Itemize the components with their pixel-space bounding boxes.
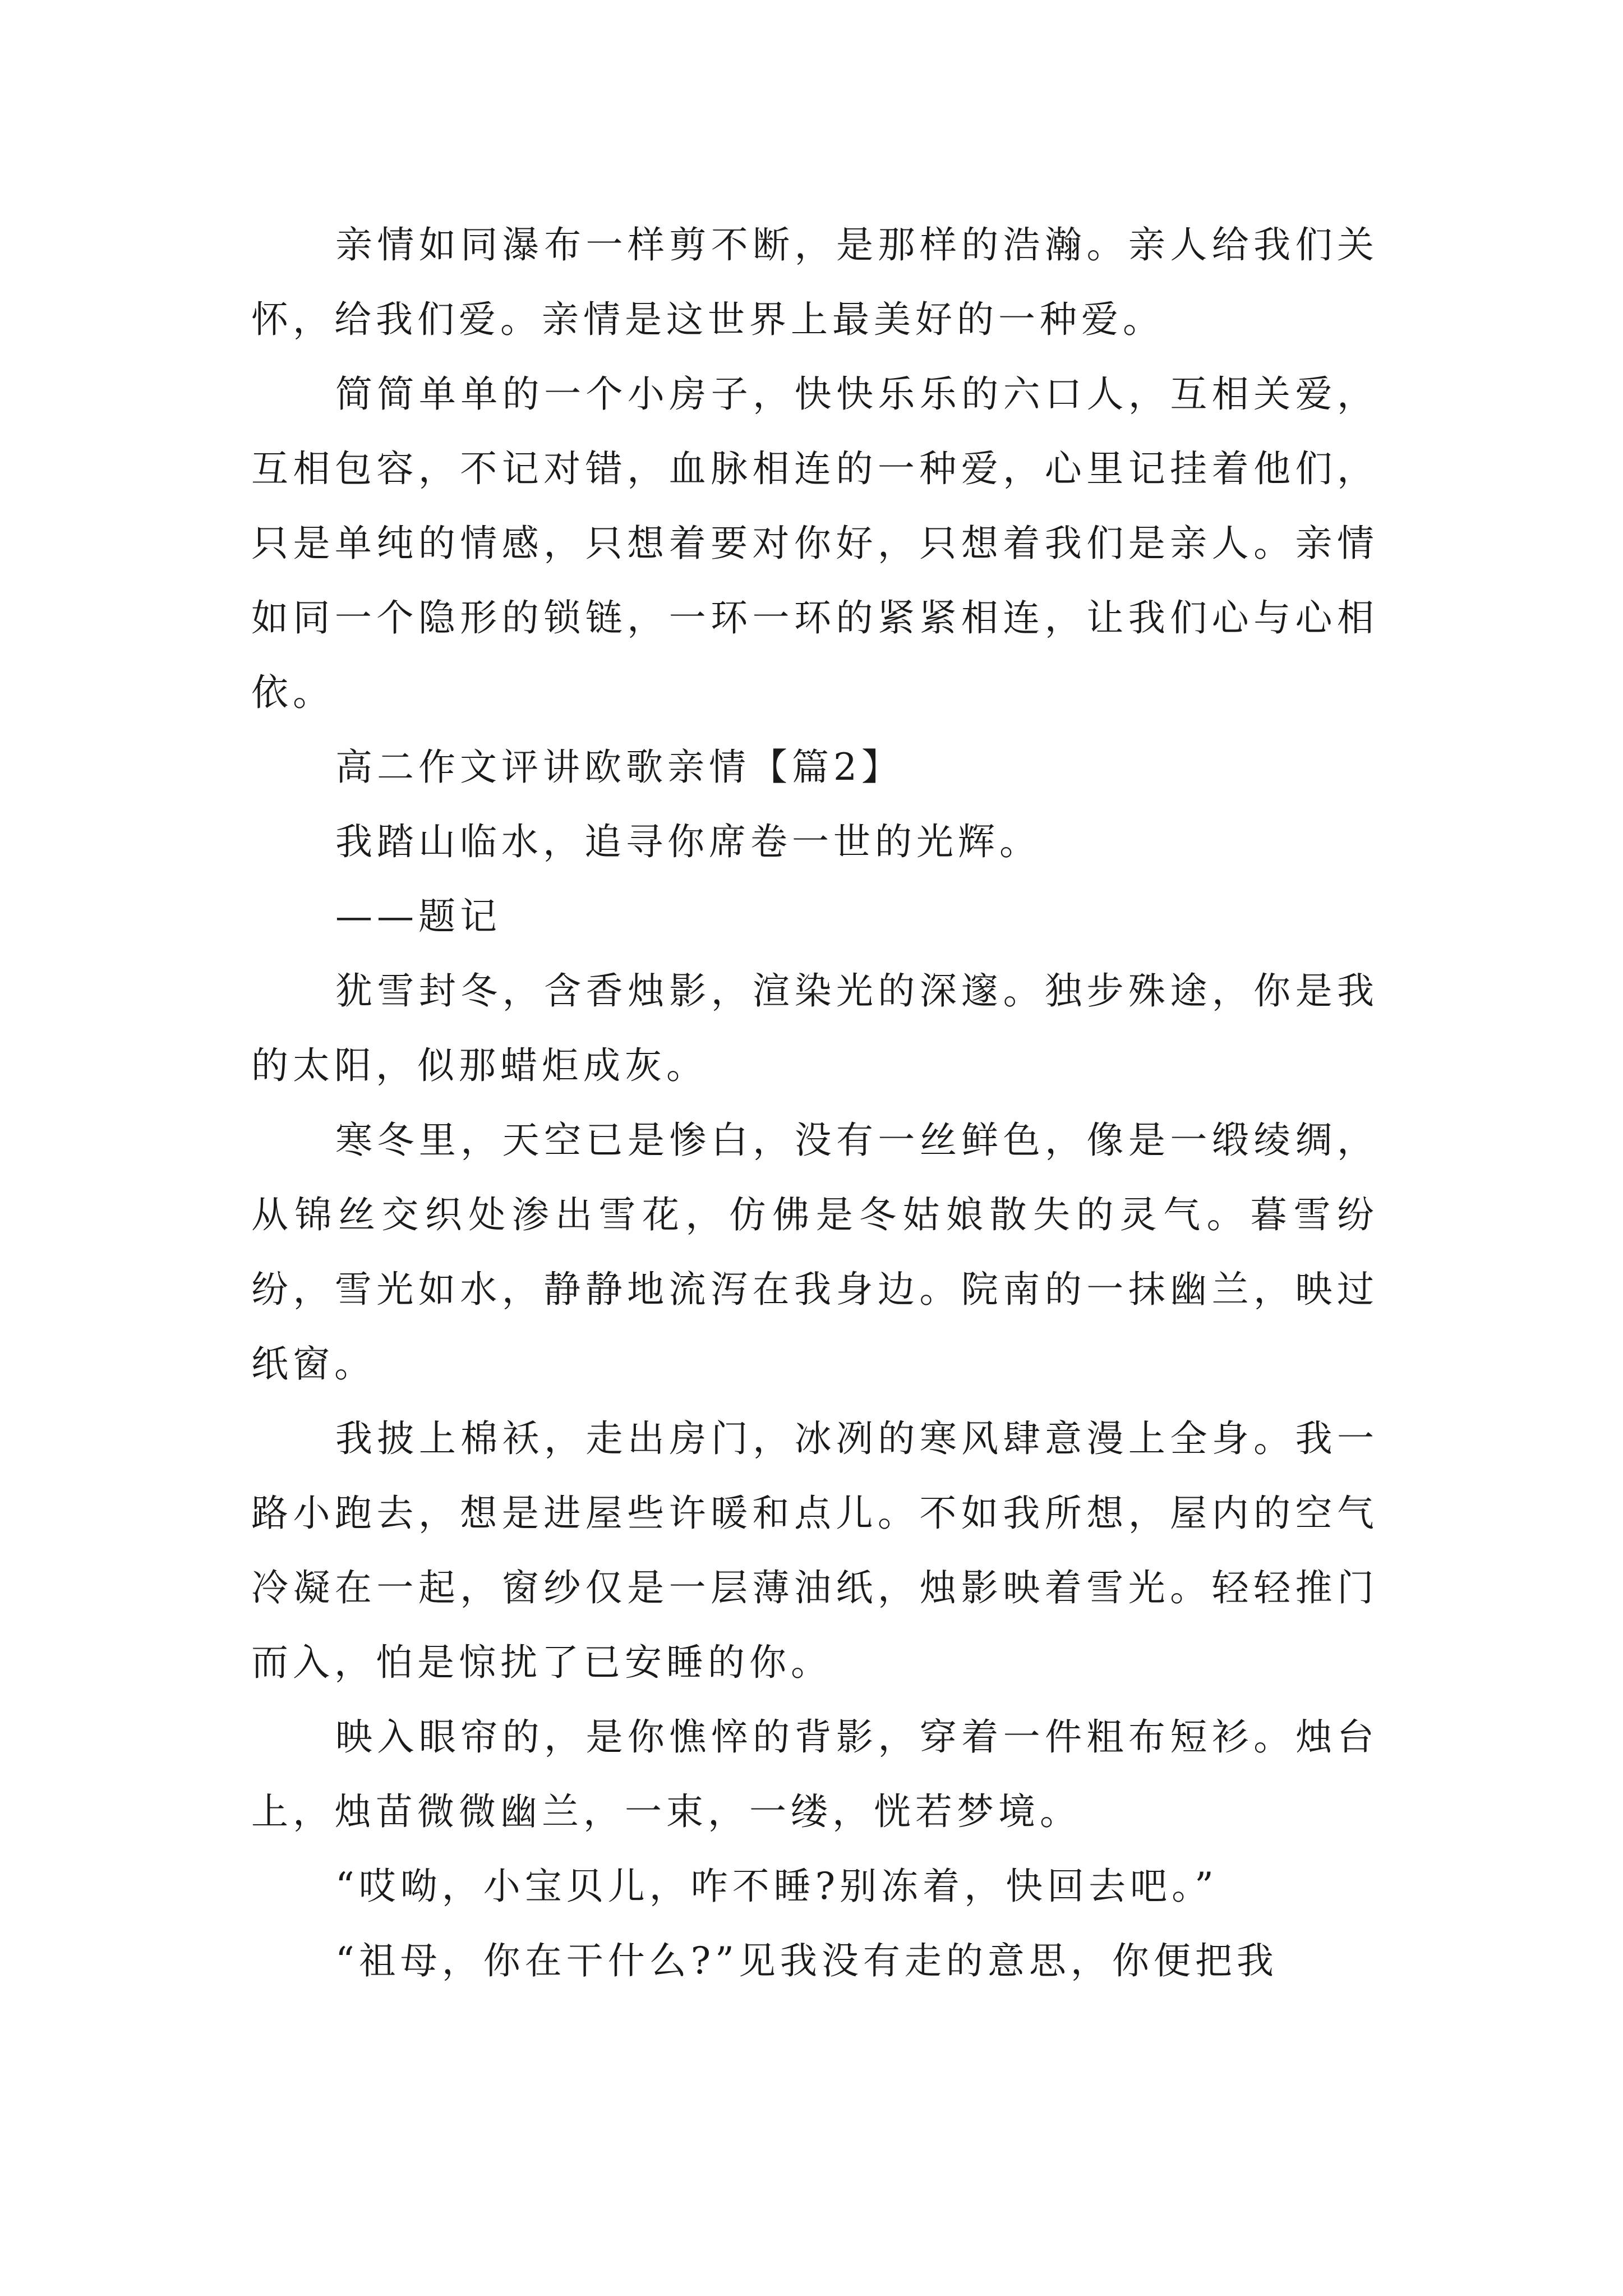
essay-heading: 高二作文评讲欧歌亲情【篇2】 [335, 746, 903, 789]
dialogue-child: “祖母，你在干什么?”见我没有走的意思，你便把我 [335, 1939, 1278, 1982]
epigraph-attribution: ——题记 [335, 895, 501, 938]
dialogue-grandmother: “哎呦，小宝贝儿，咋不睡?别冻着，快回去吧。” [335, 1865, 1218, 1908]
paragraph-cotton-coat: 我披上棉袄，走出房门，冰冽的寒风肆意漫上全身。我一路小跑去，想是进屋些许暖和点儿。不如我所想，屋内的空气冷凝在一起，窗纱仅是一层薄油纸，烛影映着雪光。轻轻推门而入，怕是惊扰了已安睡的你。 [251, 1417, 1378, 1684]
paragraph-haggard-back: 映入眼帘的，是你憔悴的背影，穿着一件粗布短衫。烛台上，烛苗微微幽兰，一束，一缕，恍若梦境。 [251, 1715, 1378, 1833]
paragraph-family-love-waterfall: 亲情如同瀑布一样剪不断，是那样的浩瀚。亲人给我们关怀，给我们爱。亲情是这世界上最美好的一种爱。 [251, 223, 1378, 341]
paragraph-small-house: 简简单单的一个小房子，快快乐乐的六口人，互相关爱，互相包容，不记对错，血脉相连的一种爱，心里记挂着他们，只是单纯的情感，只想着要对你好，只想着我们是亲人。亲情如同一个隐形的锁链，一环一环的紧紧相连，让我们心与心相依。 [251, 372, 1378, 714]
epigraph: 我踏山临水，追寻你席卷一世的光辉。 [335, 820, 1041, 863]
document-body [251, 208, 1378, 1998]
paragraph-snow-candle: 犹雪封冬，含香烛影，渲染光的深邃。独步殊途，你是我的太阳，似那蜡炬成灰。 [251, 969, 1378, 1087]
paragraph-winter-sky: 寒冬里，天空已是惨白，没有一丝鲜色，像是一缎绫绸，从锦丝交织处渗出雪花，仿佛是冬姑娘散失的灵气。暮雪纷纷，雪光如水，静静地流泻在我身边。院南的一抹幽兰，映过纸窗。 [251, 1119, 1378, 1386]
